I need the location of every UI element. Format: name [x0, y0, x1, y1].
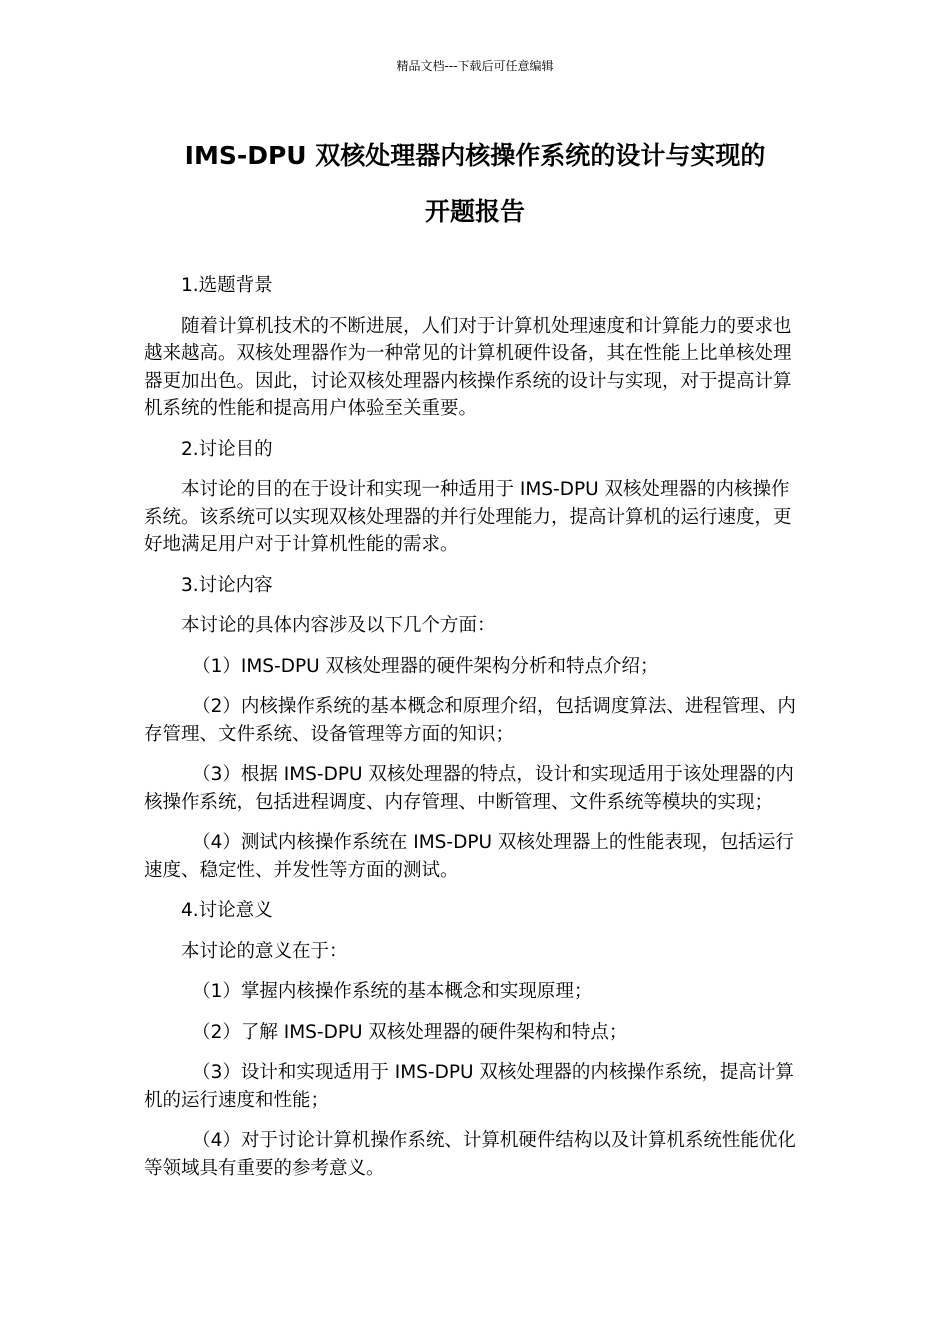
- document-title-line-2: 开题报告: [424, 197, 525, 226]
- paragraph-significance-intro: 本讨论的意义在于：: [181, 940, 348, 962]
- paragraph-purpose: 本讨论的目的在于设计和实现一种适用于 IMS-DPU 双核处理器的内核操作系统。该系统可以实现双核处理器的并行处理能力，提高计算机的运行速度，更好地满足用户对于计算机性能的需求。: [144, 479, 792, 555]
- content-item-1: （1）IMS-DPU 双核处理器的硬件架构分析和特点介绍；: [192, 655, 659, 677]
- content-item-2: （2）内核操作系统的基本概念和原理介绍，包括调度算法、进程管理、内存管理、文件系统、设备管理等方面的知识；: [144, 696, 796, 745]
- section-heading-content: 3.讨论内容: [181, 574, 273, 596]
- significance-item-4: （4）对于讨论计算机操作系统、计算机硬件结构以及计算机系统性能优化等领域具有重要的参考意义。: [144, 1130, 796, 1179]
- section-heading-significance: 4.讨论意义: [181, 900, 273, 921]
- section-heading-background: 1.选题背景: [181, 275, 273, 296]
- paragraph-content-intro: 本讨论的具体内容涉及以下几个方面：: [181, 615, 496, 636]
- paragraph-background: 随着计算机技术的不断进展，人们对于计算机处理速度和计算能力的要求也越来越高。双核处理器作为一种常见的计算机硬件设备，其在性能上比单核处理器更加出色。因此，讨论双核处理器内核操作系统的设计与实现，对于提高计算机系统的性能和提高用户体验至关重要。: [144, 315, 792, 419]
- header-note: 精品文档---下载后可任意编辑: [396, 59, 554, 73]
- content-item-4: （4）测试内核操作系统在 IMS-DPU 双核处理器上的性能表现，包括运行速度、稳定性、并发性等方面的测试。: [144, 832, 794, 881]
- document-body: [144, 272, 806, 1195]
- document-title-line-1: IMS-DPU 双核处理器内核操作系统的设计与实现的: [184, 141, 766, 170]
- content-item-3: （3）根据 IMS-DPU 双核处理器的特点，设计和实现适用于该处理器的内核操作系统，包括进程调度、内存管理、中断管理、文件系统等模块的实现；: [144, 764, 794, 813]
- significance-item-3: （3）设计和实现适用于 IMS-DPU 双核处理器的内核操作系统，提高计算机的运行速度和性能；: [144, 1062, 794, 1111]
- significance-item-2: （2）了解 IMS-DPU 双核处理器的硬件架构和特点；: [192, 1021, 628, 1043]
- section-heading-purpose: 2.讨论目的: [181, 438, 273, 460]
- significance-item-1: （1）掌握内核操作系统的基本概念和实现原理；: [192, 981, 593, 1002]
